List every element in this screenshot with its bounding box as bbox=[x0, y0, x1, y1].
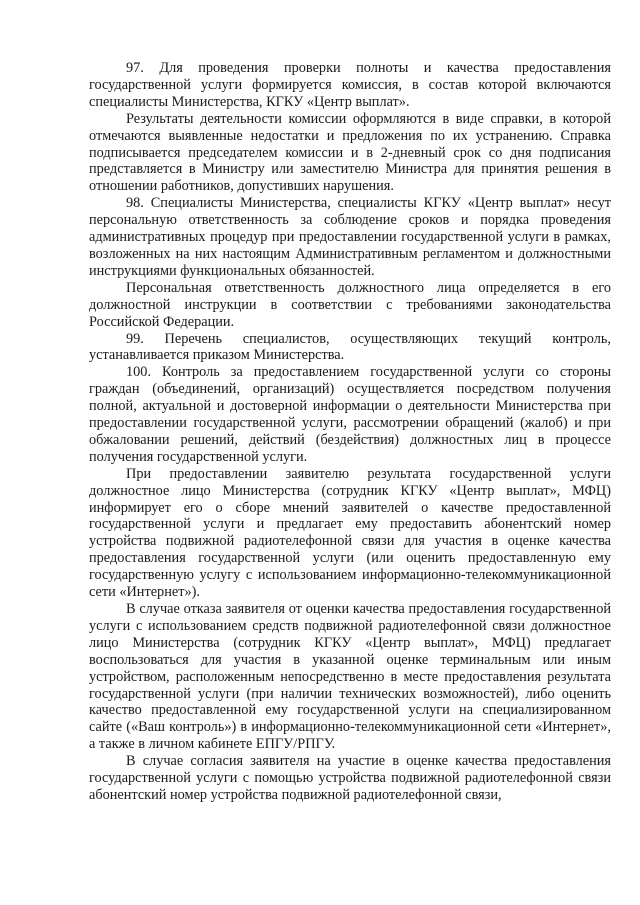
paragraph-consent-case: В случае согласия заявителя на участие в оценке качества предоставления государственной услуги с помощью устройства подвижной радиотелефонной связи абонентский номер устройства подвижной радиотелефонной связи, bbox=[89, 753, 611, 803]
document-body bbox=[89, 60, 611, 804]
paragraph-99: 99. Перечень специалистов, осуществляющих текущий контроль, устанавливается приказом Министерства. bbox=[89, 330, 611, 364]
paragraph-personal-responsibility: Персональная ответственность должностного лица определяется в его должностной инструкции в соответствии с требованиями законодательства Российской Федерации. bbox=[89, 279, 611, 330]
paragraph-refusal-case: В случае отказа заявителя от оценки качества предоставления государственной услуги с использованием средств подвижной радиотелефонной связи должностное лицо Министерства (сотрудник КГКУ «Центр выплат», МФЦ) предлагает воспользоваться для участия в указанной оценке терминальным или иным устройством, расположенным непосредственно в месте предоставления результата государственной услуги (при наличии технических возможностей), либо оценить качество предоставленной ему государственной услуги на специализированном сайте («Ваш контроль») в информационно-телекоммуникационной сети «Интернет», а также в личном кабинете ЕПГУ/РПГУ. bbox=[89, 601, 611, 753]
paragraph-result-provision: При предоставлении заявителю результата государственной услуги должностное лицо Министерства (сотрудник КГКУ «Центр выплат», МФЦ) информирует его о сборе мнений заявителей о качестве предоставленной государственной услуги и предлагает ему предоставить абонентский номер устройства подвижной радиотелефонной связи для участия в оценке качества предоставления государственной услуги (или оценить предоставленную ему государственную услугу с использованием информационно-телекоммуникационной сети «Интернет»). bbox=[89, 465, 611, 601]
paragraph-98: 98. Специалисты Министерства, специалисты КГКУ «Центр выплат» несут персональную ответственность за соблюдение сроков и порядка проведения административных процедур при предоставлении государственной услуги в рамках, возложенных на них настоящим Административным регламентом и должностными инструкциями функциональных обязанностей. bbox=[89, 195, 611, 279]
paragraph-commission-results: Результаты деятельности комиссии оформляются в виде справки, в которой отмечаются выявленные недостатки и предложения по их устранению. Справка подписывается председателем комиссии и в 2-дневный срок со дня подписания представляется в Министру или заместителю Министра для принятия решения в отношении работников, допустивших нарушения. bbox=[89, 110, 611, 195]
paragraph-97: 97. Для проведения проверки полноты и качества предоставления государственной услуги формируется комиссия, в состав которой включаются специалисты Министерства, КГКУ «Центр выплат». bbox=[89, 60, 611, 110]
paragraph-100: 100. Контроль за предоставлением государственной услуги со стороны граждан (объединений, организаций) осуществляется посредством получения полной, актуальной и достоверной информации о деятельности Министерства при предоставлении государственной услуги, рассмотрении обращений (жалоб) и при обжаловании решений, действий (бездействия) должностных лиц в процессе получения государственной услуги. bbox=[89, 364, 611, 465]
